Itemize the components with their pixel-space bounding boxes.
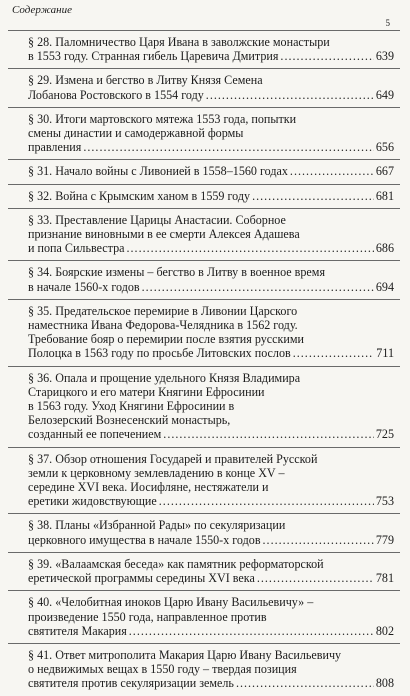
toc-entry-line: Старицкого и его матери Княгини Ефросинии: [28, 384, 265, 399]
toc-entry[interactable]: [8, 590, 400, 643]
toc-entry-line: § 33. Преставление Царицы Анастасии. Соборное: [28, 212, 286, 227]
page-header: [0, 0, 410, 26]
toc-entry-text: церковного имущества в начале 1550-х годов: [28, 532, 261, 547]
toc-entry-line: § 41. Ответ митрополита Макария Царю Ивану Васильевичу: [28, 647, 342, 662]
dot-leader: [280, 49, 373, 63]
toc-entry-line: [28, 346, 394, 360]
toc-entry-line: наместника Ивана Федорова-Челядника в 1562 году.: [28, 318, 298, 333]
toc-entry-line: о недвижимых вещах в 1550 году – твердая позиция: [28, 662, 297, 677]
toc-page-number: 808: [375, 676, 394, 691]
toc-entry-line: § 36. Опала и прощение удельного Князя Владимира: [28, 370, 301, 385]
dot-leader: [159, 494, 374, 508]
toc-entry-line: в 1563 году. Уход Княгини Ефросинии в: [28, 399, 235, 414]
toc-entry-line: § 37. Обзор отношения Государей и правителей Русской: [28, 451, 318, 466]
toc-entry[interactable]: [8, 260, 400, 298]
toc-entry-text: § 31. Начало войны с Ливонией в 1558–1560 годах: [28, 164, 288, 179]
toc-entry-line: [28, 241, 394, 255]
dot-leader: [83, 140, 374, 154]
toc-entry-text: в начале 1560-х годов: [28, 279, 140, 294]
toc-entry-line: § 34. Боярские измены – бегство в Литву в военное время: [28, 265, 326, 280]
toc-page-number: 656: [375, 140, 394, 155]
toc-entry-text: Полоцка в 1563 году по просьбе Литовских послов: [28, 346, 291, 361]
page-number: 5: [385, 18, 390, 28]
toc-entry[interactable]: [8, 184, 400, 208]
toc-entry-line: § 35. Предательское перемирие в Ливонии Царского: [28, 303, 298, 318]
toc-entry-text: созданный ее попечением: [28, 427, 162, 442]
toc-entry-line: § 28. Паломничество Царя Ивана в заволжские монастыри: [28, 35, 330, 49]
toc-page-number: 753: [375, 494, 394, 509]
toc-entry-line: [28, 624, 394, 638]
toc-entry[interactable]: [8, 643, 400, 696]
toc-entry-text: еретики жидовствующие: [28, 494, 157, 509]
toc-entry-line: Требование бояр о перемирии после взятия русскими: [28, 332, 305, 347]
dot-leader: [127, 241, 374, 255]
toc-page-number: 779: [375, 532, 394, 547]
toc-entry-line: земли к церковному землевладению в конце XV –: [28, 465, 285, 480]
toc-entry-line: [28, 49, 394, 63]
toc-entry-line: § 40. «Челобитная иноков Царю Ивану Васильевичу» –: [28, 595, 314, 610]
dot-leader: [257, 571, 374, 585]
toc-entry-line: [28, 140, 394, 154]
toc-page-number: 694: [375, 279, 394, 294]
toc-entry-line: [28, 571, 394, 585]
toc-entry-text: святителя против секуляризации земель: [28, 676, 234, 691]
toc-entry-text: и попа Сильвестра: [28, 241, 125, 256]
toc-entry-line: [28, 427, 394, 441]
dot-leader: [163, 427, 374, 441]
toc-entry-line: смены династии и самодержавной формы: [28, 126, 244, 141]
toc-entry-line: [28, 164, 394, 178]
toc-entry-line: [28, 533, 394, 547]
toc-entry-text: еретической программы середины XVI века: [28, 571, 255, 586]
toc-page-number: 781: [375, 571, 394, 586]
toc-entry-line: [28, 494, 394, 508]
toc-page-number: 649: [375, 87, 394, 102]
toc-entry[interactable]: [8, 159, 400, 183]
toc-entry[interactable]: [8, 299, 400, 366]
toc-entry-text: правления: [28, 140, 82, 155]
toc-entry-line: [28, 88, 394, 102]
toc-entry[interactable]: [8, 447, 400, 514]
toc-entry-text: в 1553 году. Странная гибель Царевича Дмитрия: [28, 49, 279, 64]
dot-leader: [142, 280, 374, 294]
toc-entry-line: признание виновными в ее смерти Алексея Адашева: [28, 227, 300, 242]
dot-leader: [206, 88, 374, 102]
toc-entry-line: середине XVI века. Иосифляне, нестяжатели и: [28, 480, 269, 495]
toc-entry-line: [28, 676, 394, 690]
toc-entry-line: [28, 189, 394, 203]
toc-entry-line: § 29. Измена и бегство в Литву Князя Семена: [28, 73, 263, 88]
running-head-title: Содержание: [12, 4, 73, 16]
toc-page-number: 802: [375, 623, 394, 638]
toc-entry-text: § 32. Война с Крымским ханом в 1559 году: [28, 188, 251, 203]
toc-page-number: 681: [375, 188, 394, 203]
toc-entry-text: святителя Макария: [28, 623, 127, 638]
toc-entry[interactable]: [8, 366, 400, 447]
toc-entry-line: [28, 280, 394, 294]
toc-entry[interactable]: [8, 107, 400, 160]
toc-entry[interactable]: [8, 552, 400, 590]
table-of-contents: [8, 30, 400, 691]
toc-page-number: 639: [375, 49, 394, 64]
dot-leader: [236, 676, 374, 690]
toc-entry[interactable]: [8, 68, 400, 106]
dot-leader: [293, 346, 375, 360]
toc-page-number: 725: [375, 427, 394, 442]
toc-entry-line: § 39. «Валаамская беседа» как памятник реформаторской: [28, 556, 324, 571]
toc-page-number: 667: [375, 164, 394, 179]
toc-entry-line: § 38. Планы «Избранной Рады» по секуляризации: [28, 518, 286, 533]
toc-entry[interactable]: [8, 30, 400, 68]
dot-leader: [129, 624, 374, 638]
dot-leader: [252, 189, 374, 203]
toc-entry[interactable]: [8, 208, 400, 261]
dot-leader: [263, 533, 374, 547]
toc-entry-text: Лобанова Ростовского в 1554 году: [28, 87, 204, 102]
toc-entry[interactable]: [8, 513, 400, 551]
toc-entry-line: произведение 1550 года, направленное против: [28, 609, 267, 624]
dot-leader: [290, 164, 374, 178]
toc-page-number: 686: [375, 241, 394, 256]
toc-entry-line: Белозерский Вознесенский монастырь,: [28, 413, 231, 428]
toc-entry-line: § 30. Итоги мартовского мятежа 1553 года, попытки: [28, 111, 297, 126]
toc-page-number: 711: [376, 346, 394, 361]
